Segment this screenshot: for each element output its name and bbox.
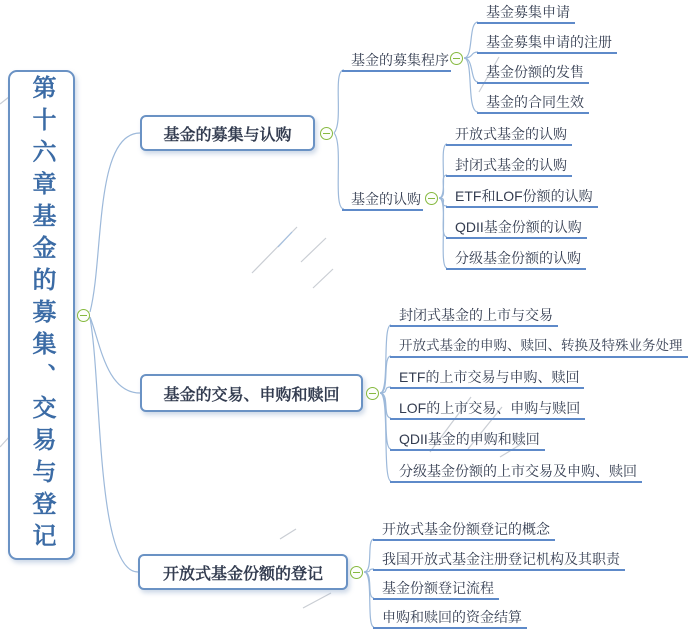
leaf-topic[interactable]: 基金募集申请 <box>477 2 575 24</box>
leaf-topic[interactable]: 我国开放式基金注册登记机构及其职责 <box>373 549 625 571</box>
branch-fund-raising-subscription[interactable]: 基金的募集与认购 <box>140 115 315 151</box>
leaf-topic[interactable]: 分级基金份额的认购 <box>446 248 586 270</box>
collapse-icon-root[interactable] <box>77 309 90 322</box>
leaf-topic[interactable]: ETF的上市交易与申购、赎回 <box>390 367 584 389</box>
leaf-topic[interactable]: 分级基金份额的上市交易及申购、赎回 <box>390 461 642 483</box>
leaf-topic[interactable]: 申购和赎回的资金结算 <box>373 607 527 629</box>
leaf-topic[interactable]: QDII基金份额的认购 <box>446 217 587 239</box>
leaf-topic[interactable]: ETF和LOF份额的认购 <box>446 186 598 208</box>
leaf-topic[interactable]: LOF的上市交易、申购与赎回 <box>390 398 585 420</box>
leaf-topic[interactable]: 基金份额的发售 <box>477 62 589 84</box>
collapse-icon-sub1a[interactable] <box>450 52 463 65</box>
collapse-icon-branch3[interactable] <box>350 566 363 579</box>
leaf-topic[interactable]: 基金的合同生效 <box>477 92 589 114</box>
leaf-topic[interactable]: 开放式基金份额登记的概念 <box>373 519 555 541</box>
leaf-topic[interactable]: 封闭式基金的认购 <box>446 155 572 177</box>
subtopic-raising-procedure[interactable]: 基金的募集程序 <box>342 50 451 72</box>
leaf-topic[interactable]: QDII基金的申购和赎回 <box>390 429 545 451</box>
leaf-topic[interactable]: 开放式基金的认购 <box>446 124 572 146</box>
leaf-topic[interactable]: 基金募集申请的注册 <box>477 32 617 54</box>
collapse-icon-sub1b[interactable] <box>425 192 438 205</box>
leaf-topic[interactable]: 基金份额登记流程 <box>373 578 499 600</box>
leaf-topic[interactable]: 封闭式基金的上市与交易 <box>390 305 558 327</box>
branch-openend-share-registration[interactable]: 开放式基金份额的登记 <box>138 554 348 590</box>
subtopic-fund-subscription[interactable]: 基金的认购 <box>342 189 423 211</box>
root-node[interactable]: 第十六章基金的募集、交易与登记 <box>8 70 75 560</box>
branch-trading-purchase-redemption[interactable]: 基金的交易、申购和赎回 <box>140 374 363 412</box>
collapse-icon-branch1[interactable] <box>320 127 333 140</box>
collapse-icon-branch2[interactable] <box>366 387 379 400</box>
leaf-topic[interactable]: 开放式基金的申购、赎回、转换及特殊业务处理 <box>390 336 688 358</box>
